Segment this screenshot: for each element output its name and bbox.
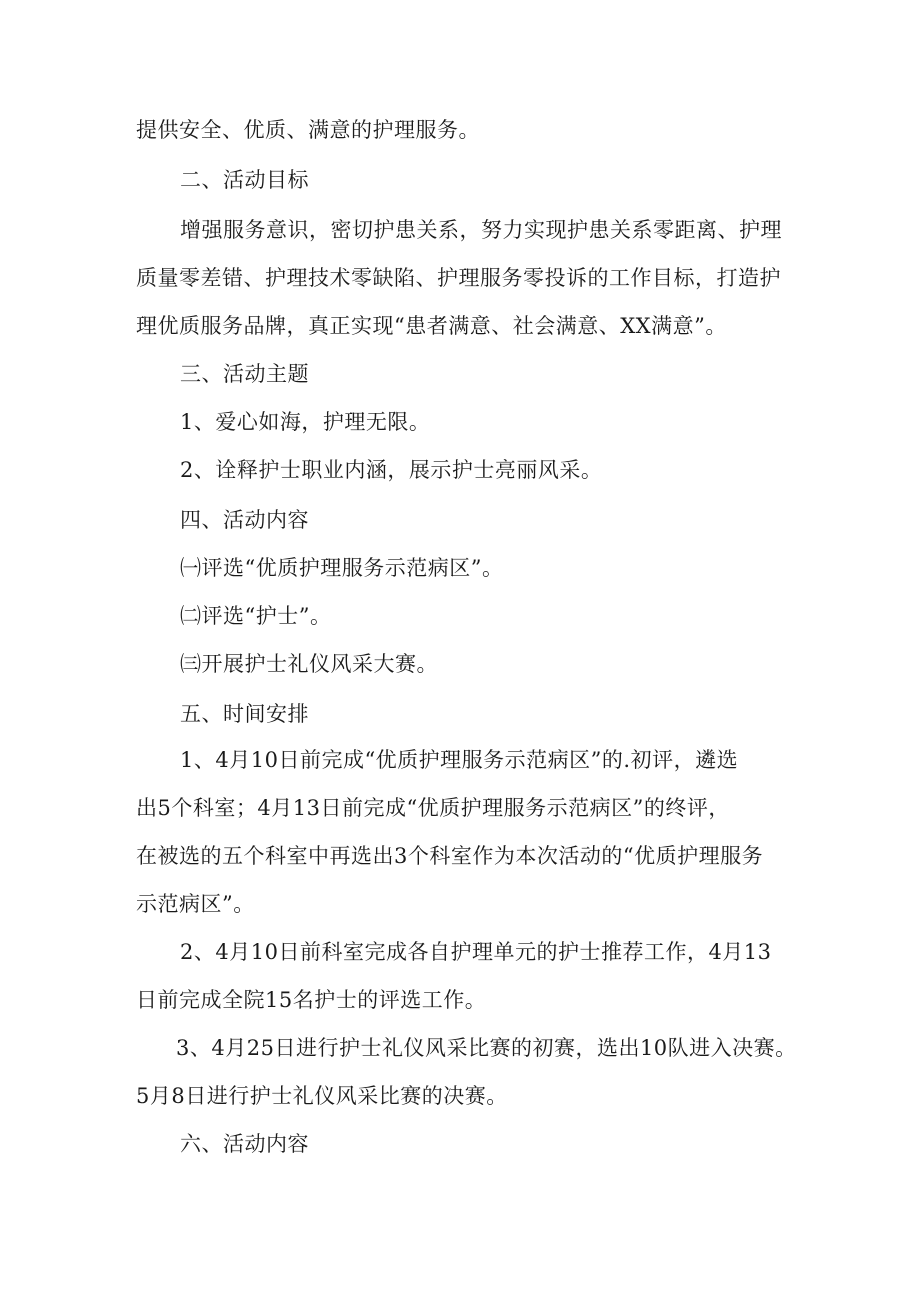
paragraph-line: 3、4月25日进行护士礼仪风采比赛的初赛，选出10队进入决赛。: [176, 1036, 797, 1060]
section-heading-goals: 二、活动目标: [180, 168, 309, 192]
section-heading-schedule: 五、时间安排: [180, 702, 309, 726]
paragraph-line: 提供安全、优质、满意的护理服务。: [136, 118, 480, 142]
paragraph-line: 理优质服务品牌，真正实现“患者满意、社会满意、XX满意”。: [136, 314, 727, 338]
list-item: ㈡评选“护士”。: [180, 604, 332, 628]
paragraph-line: 示范病区”。: [136, 892, 255, 916]
paragraph-line: 出5个科室；4月13日前完成“优质护理服务示范病区”的终评，: [136, 796, 730, 820]
section-heading-theme: 三、活动主题: [180, 362, 309, 386]
section-heading-content: 四、活动内容: [180, 508, 309, 532]
paragraph-line: 在被选的五个科室中再选出3个科室作为本次活动的“优质护理服务: [136, 844, 764, 868]
paragraph-line: 增强服务意识，密切护患关系，努力实现护患关系零距离、护理: [180, 218, 782, 242]
paragraph-line: 5月8日进行护士礼仪风采比赛的决赛。: [136, 1084, 508, 1108]
paragraph-line: 1、4月10日前完成“优质护理服务示范病区”的.初评，遴选: [180, 748, 739, 772]
paragraph-line: 日前完成全院15名护士的评选工作。: [136, 988, 487, 1012]
paragraph-line: 质量零差错、护理技术零缺陷、护理服务零投诉的工作目标，打造护: [136, 266, 781, 290]
list-item: 2、诠释护士职业内涵，展示护士亮丽风采。: [180, 458, 603, 482]
paragraph-line: 2、4月10日前科室完成各自护理单元的护士推荐工作，4月13: [180, 940, 772, 964]
section-heading-content-2: 六、活动内容: [180, 1132, 309, 1156]
list-item: ㈠评选“优质护理服务示范病区”。: [180, 556, 504, 580]
list-item: 1、爱心如海，护理无限。: [180, 410, 431, 434]
list-item: ㈢开展护士礼仪风采大赛。: [180, 652, 438, 676]
